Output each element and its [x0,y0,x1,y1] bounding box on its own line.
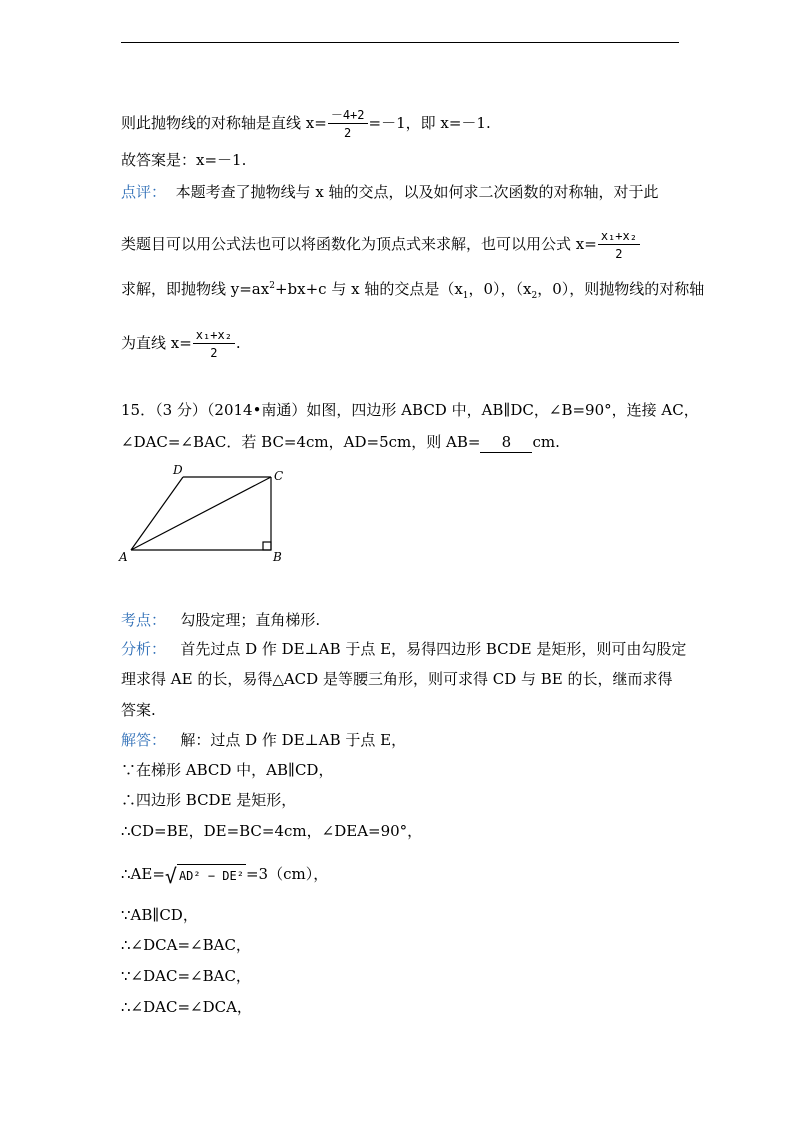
jieda-line-4: ∴CD=BE，DE=BC=4cm，∠DEA=90°， [121,822,423,840]
jieda-label: 解答： [121,731,167,749]
label-d: D [173,463,183,477]
kaodian-label: 考点： [121,611,167,629]
denominator: 2 [344,126,352,140]
jieda-line-8: ∵∠DAC=∠BAC， [121,967,251,985]
text: 类题目可以用公式法也可以将函数化为顶点式来求解，也可以用公式 x= [121,235,597,253]
text: ，0），（x [468,280,532,298]
comment-line-1 [121,182,659,202]
numerator: x₁+x₂ [193,328,235,344]
label-b: B [273,550,282,564]
segment-da [131,477,183,550]
jieda-line-5 [121,864,328,886]
jieda-line-6: ∵AB∥CD， [121,906,198,924]
text: =3（cm）， [245,865,329,883]
kaodian-line [121,610,320,630]
text: ∴AE= [121,865,165,883]
label-a: A [119,550,128,564]
text: 为直线 x= [121,334,192,352]
fenxi-line-2: 理求得 AE 的长，易得△ACD 是等腰三角形，则可求得 CD 与 BE 的长，继而求得 [121,670,673,688]
numerator: －4+2 [328,108,368,124]
superscript: 2 [269,281,275,291]
jieda-line-2: ∵在梯形 ABCD 中，AB∥CD， [121,761,334,779]
square-root [165,864,246,886]
question-15-line-1: 15．（3 分）（2014•南通）如图，四边形 ABCD 中，AB∥DC，∠B=90°，连接 AC， [121,401,699,419]
text: ∠DAC=∠BAC．若 BC=4cm，AD=5cm，则 AB= [121,433,481,451]
fraction [193,328,235,360]
text: +bx+c 与 x 轴的交点是（x [274,280,463,298]
text: 本题考查了抛物线与 x 轴的交点，以及如何求二次函数的对称轴，对于此 [175,183,659,201]
comment-label: 点评： [121,183,167,201]
text: ，0），则抛物线的对称轴 [537,280,705,298]
text: . [235,334,241,352]
jieda-line-9: ∴∠DAC=∠DCA， [121,998,252,1016]
text: =－1，即 x=－1. [368,114,491,132]
text: 解：过点 D 作 DE⊥AB 于点 E， [180,731,407,749]
comment-line-2 [121,229,641,261]
answer-line: 故答案是：x=－1. [121,151,247,169]
fraction [598,229,640,261]
segment-ac [131,477,271,550]
answer-blank: 8 [480,432,532,453]
comment-line-4 [121,328,241,360]
fraction [328,108,368,140]
jieda-line-7: ∴∠DCA=∠BAC， [121,936,251,954]
text: 勾股定理；直角梯形. [180,611,321,629]
denominator: 2 [615,247,623,261]
text: cm. [532,433,560,451]
label-c: C [274,469,284,483]
text: 则此抛物线的对称轴是直线 x= [121,114,327,132]
header-rule [121,42,679,43]
jieda-line-1 [121,730,406,750]
subscript: 1 [462,291,469,301]
trapezoid-figure [115,460,295,570]
jieda-line-3: ∴四边形 BCDE 是矩形， [121,791,297,809]
fenxi-line-1 [121,639,686,659]
right-angle-mark [263,542,271,550]
denominator: 2 [210,346,218,360]
fenxi-label: 分析： [121,640,167,658]
numerator: x₁+x₂ [598,229,640,245]
radical-sign: √ [164,864,177,888]
text: 首先过点 D 作 DE⊥AB 于点 E，易得四边形 BCDE 是矩形，则可由勾股定 [180,640,687,658]
solution-line-axis [121,108,491,140]
radicand: AD² − DE² [177,864,246,886]
comment-line-3 [121,276,704,306]
fenxi-line-3: 答案. [121,701,156,719]
text: 求解，即抛物线 y=ax [121,280,270,298]
question-15-line-2 [121,432,560,453]
subscript: 2 [531,291,538,301]
